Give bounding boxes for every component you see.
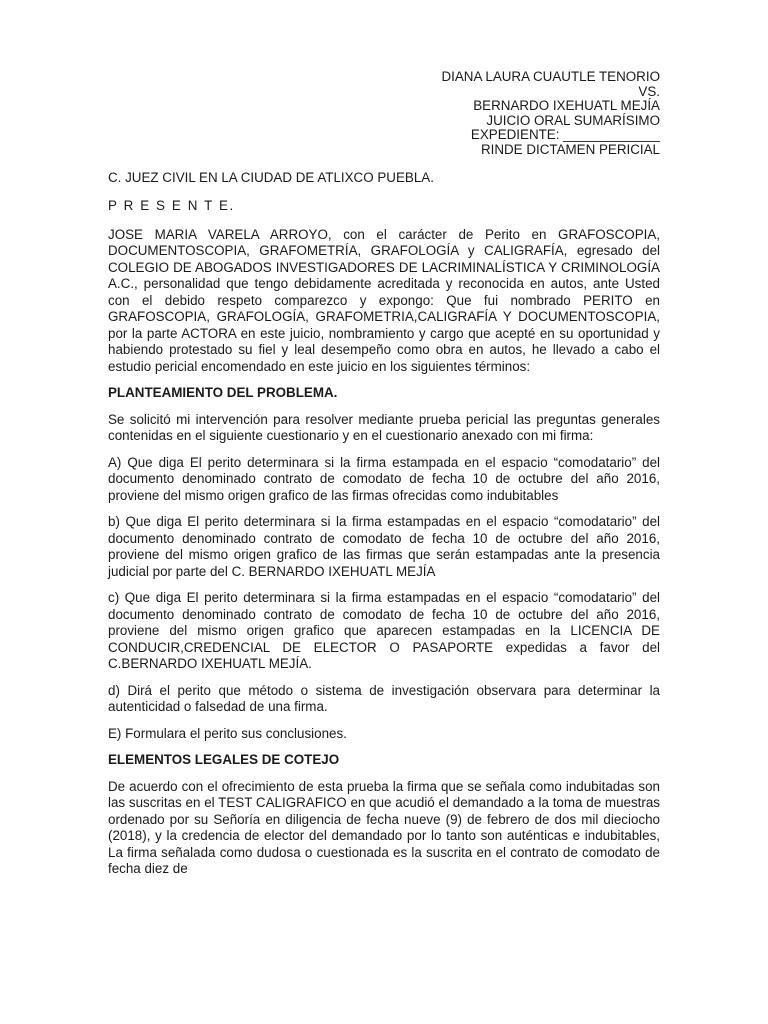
intro-paragraph: JOSE MARIA VARELA ARROYO, con el carácter de Perito en GRAFOSCOPIA, DOCUMENTOSCOPIA, GRAFOMETRÍA, GRAFOLOGÍA y CALIGRAFÍA, egresado del COLEGIO DE ABOGADOS INVESTIGADORES DE LACRIMINALÍSTICA Y CRIMINOLOGÍA A.C., personalidad que tengo debidamente acreditada y reconocida en autos, ante Usted con el debido respeto comparezco y expongo: Que fui nombrado PERITO en GRAFOSCOPIA, GRAFOLOGÍA, GRAFOMETRIA,CALIGRAFÍA Y DOCUMENTOSCOPIA, por la parte ACTORA en este juicio, nombramiento y cargo que acepté en su oportunidad y habiendo protestado su fiel y leal desempeño como obra en autos, he llevado a cabo el estudio pericial encomendado en este juicio en los siguientes términos: — [108, 226, 660, 374]
question-a: A) Que diga El perito determinara si la firma estampada en el espacio “comodatario” del documento denominado contrato de comodato de fecha 10 de octubre del año 2016, proviene del mismo origen grafico de las firmas ofrecidas como indubitables — [108, 454, 660, 503]
section-title-legal-elements: ELEMENTOS LEGALES DE COTEJO — [108, 752, 340, 768]
plaintiff-name: DIANA LAURA CUAUTLE TENORIO — [441, 69, 660, 84]
question-c: c) Que diga El perito determinara si la firma estampadas en el espacio “comodatario” del documento denominado contrato de comodato de fecha 10 de octubre del año 2016, proviene del mismo origen grafico que aparecen estampadas en la LICENCIA DE CONDUCIR,CREDENCIAL DE ELECTOR O PASAPORTE expedidas a favor del C.BERNARDO IXEHUATL MEJÍA. — [108, 590, 660, 672]
trial-type: JUICIO ORAL SUMARÍSIMO — [486, 112, 660, 128]
defendant-name: BERNARDO IXEHUATL MEJÍA — [473, 98, 660, 114]
document-subject: RINDE DICTAMEN PERICIAL — [480, 141, 660, 157]
section-title-problem: PLANTEAMIENTO DEL PROBLEMA. — [108, 385, 338, 401]
case-heading — [108, 70, 660, 158]
question-e: E) Formulara el perito sus conclusiones. — [108, 725, 347, 741]
question-b: b) Que diga El perito determinara si la firma estampadas en el espacio “comodatario” del documento denominado contrato de comodato de fecha 10 de octubre del año 2016, proviene del mismo origen grafico de las firmas que serán estampadas ante la presencia judicial por parte del C. BERNARDO IXEHUATL MEJÍA — [108, 514, 660, 579]
addressee: C. JUEZ CIVIL EN LA CIUDAD DE ATLIXCO PUEBLA. — [108, 169, 434, 185]
case-file-number: EXPEDIENTE: _____________ — [470, 127, 660, 143]
question-d: d) Dirá el perito que método o sistema de investigación observara para determinar la autenticidad o falsedad de una firma. — [108, 682, 660, 715]
problem-intro-paragraph: Se solicitó mi intervención para resolver mediante prueba pericial las preguntas generales contenidas en el siguiente cuestionario y en el cuestionario anexado con mi firma: — [108, 411, 660, 444]
presente-salutation: P R E S E N T E. — [108, 198, 235, 214]
versus-label: VS. — [638, 83, 660, 99]
legal-elements-paragraph: De acuerdo con el ofrecimiento de esta prueba la firma que se señala como indubitadas son las suscritas en el TEST CALIGRAFICO en que acudió el demandado a la toma de muestras ordenado por su Señoría en diligencia de fecha nueve (9) de febrero de dos mil dieciocho (2018), y la credencia de elector del demandado por lo tanto son auténticas e indubitables, La firma señalada como dudosa o cuestionada es la suscrita en el contrato de comodato de fecha diez de — [108, 778, 660, 877]
